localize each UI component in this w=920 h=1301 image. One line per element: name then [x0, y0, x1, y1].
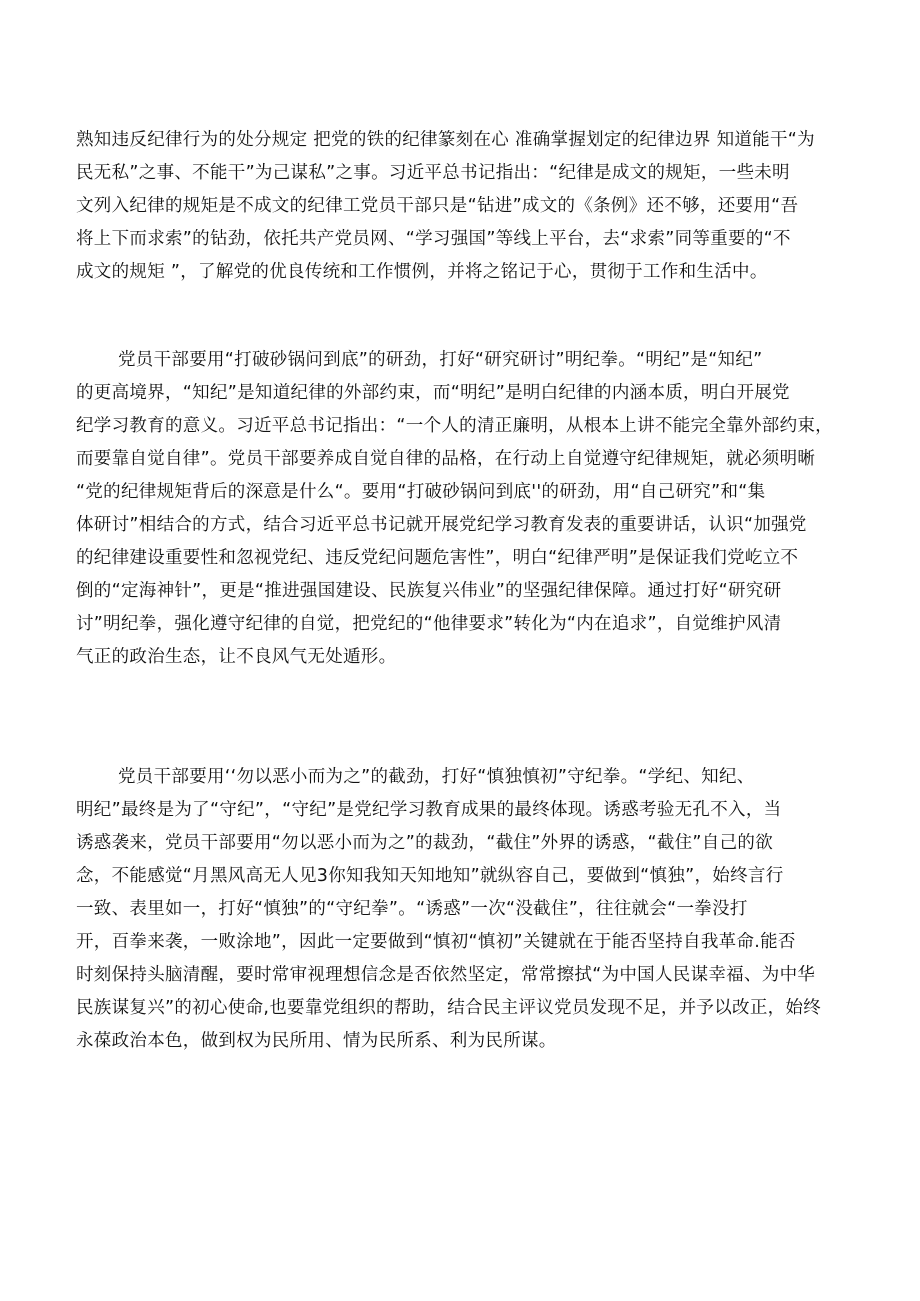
- paragraph-line: 诱惑袭来，党员干部要用“勿以恶小而为之”的裁劲，“截住”外界的诱惑，“截住”自己的欲: [76, 833, 773, 853]
- paragraph-2: [76, 344, 833, 674]
- paragraph-line: 党员干部要用“打破砂锅问到底”的研劲，打好“研究研讨”明纪拳。“明纪”是“知纪”: [118, 350, 763, 370]
- paragraph-line: 体研讨”相结合的方式，结合习近平总书记就开展党纪学习教育发表的重要讲话，认识“加强党: [76, 515, 807, 535]
- paragraph-3: [76, 761, 821, 1058]
- paragraph-line: 气正的政治生态，让不良风气无处遁形。: [76, 647, 397, 667]
- paragraph-line: 一致、表里如一，打好“慎独”的“守纪拳”。“诱惑”一次“没截住”，往往就会“一拳没打: [76, 899, 748, 919]
- paragraph-line: 明纪”最终是为了“守纪”，“守纪”是党纪学习教育成果的最终体现。诱惑考验无孔不入，当: [76, 800, 782, 820]
- paragraph-line: 念，不能感觉“月黑风高无人见3你知我知天知地知”就纵容自己，要做到“慎独”，始终言行: [76, 866, 784, 886]
- paragraph-line: 党员干部要用‘‘勿以恶小而为之”的截劲，打好“慎独慎初”守纪拳。“学纪、知纪、: [118, 767, 755, 787]
- paragraph-line: 熟知违反纪律行为的处分规定 把党的铁的纪律篆刻在心 准确掌握划定的纪律边界 知道能干“为: [76, 130, 815, 150]
- paragraph-line: 的纪律建设重要性和忽视党纪、违反党纪问题危害性”，明白“纪律严明”是保证我们党屹立不: [76, 548, 799, 568]
- paragraph-line: 纪学习教育的意义。习近平总书记指出：“一个人的清正廉明，从根本上讲不能完全靠外部约束，: [76, 416, 833, 436]
- paragraph-line: 文列入纪律的规矩是不成文的纪律工党员干部只是“钻进”成文的《条例》还不够，还要用“吾: [76, 196, 799, 216]
- paragraph-line: “党的纪律规矩背后的深意是什么“。要用“打破砂锅问到底''的研劲，用“自己研究”和“集: [76, 482, 766, 502]
- paragraph-line: 倒的“定海神针”，更是“推进强国建设、民族复兴伟业”的坚强纪律保障。通过打好“研究研: [76, 581, 782, 601]
- paragraph-line: 时刻保持头脑清醒，要时常审视理想信念是否依然坚定，常常擦拭“为中国人民谋幸福、为中华: [76, 965, 816, 985]
- paragraph-line: 永葆政治本色，做到权为民所用、情为民所系、利为民所谋。: [76, 1031, 557, 1051]
- paragraph-line: 开，百拳来袭，一败涂地”，因此一定要做到“慎初“慎初”关键就在于能否坚持自我革命.能否: [76, 932, 796, 952]
- paragraph-line: 而要靠自觉自律”。党员干部要养成自觉自律的品格，在行动上自觉遵守纪律规矩，就必须明晰: [76, 449, 816, 469]
- paragraph-line: 的更高境界，“知纪”是知道纪律的外部约束，而“明纪”是明白纪律的内涵本质，明白开展党: [76, 383, 790, 403]
- paragraph-line: 讨”明纪拳，强化遵守纪律的自觉，把党纪的“他律要求”转化为“内在追求”，自觉维护风清: [76, 614, 782, 634]
- paragraph-line: 民无私”之事、不能干”为己谋私”之事。习近平总书记指出：“纪律是成文的规矩，一些未明: [76, 163, 790, 183]
- paragraph-line: 将上下而求索”的钻劲，依托共产党员网、“学习强国”等线上平台，去“求索”同等重要的“不: [76, 229, 791, 249]
- paragraph-line: 民族谋复兴”的初心使命,也要靠党组织的帮助，结合民主评议党员发现不足，并予以改正，始终: [76, 998, 822, 1018]
- paragraph-1: [76, 124, 815, 289]
- paragraph-line: 成文的规矩 ”，了解党的优良传统和工作惯例，并将之铭记于心，贯彻于工作和生活中。: [76, 262, 768, 282]
